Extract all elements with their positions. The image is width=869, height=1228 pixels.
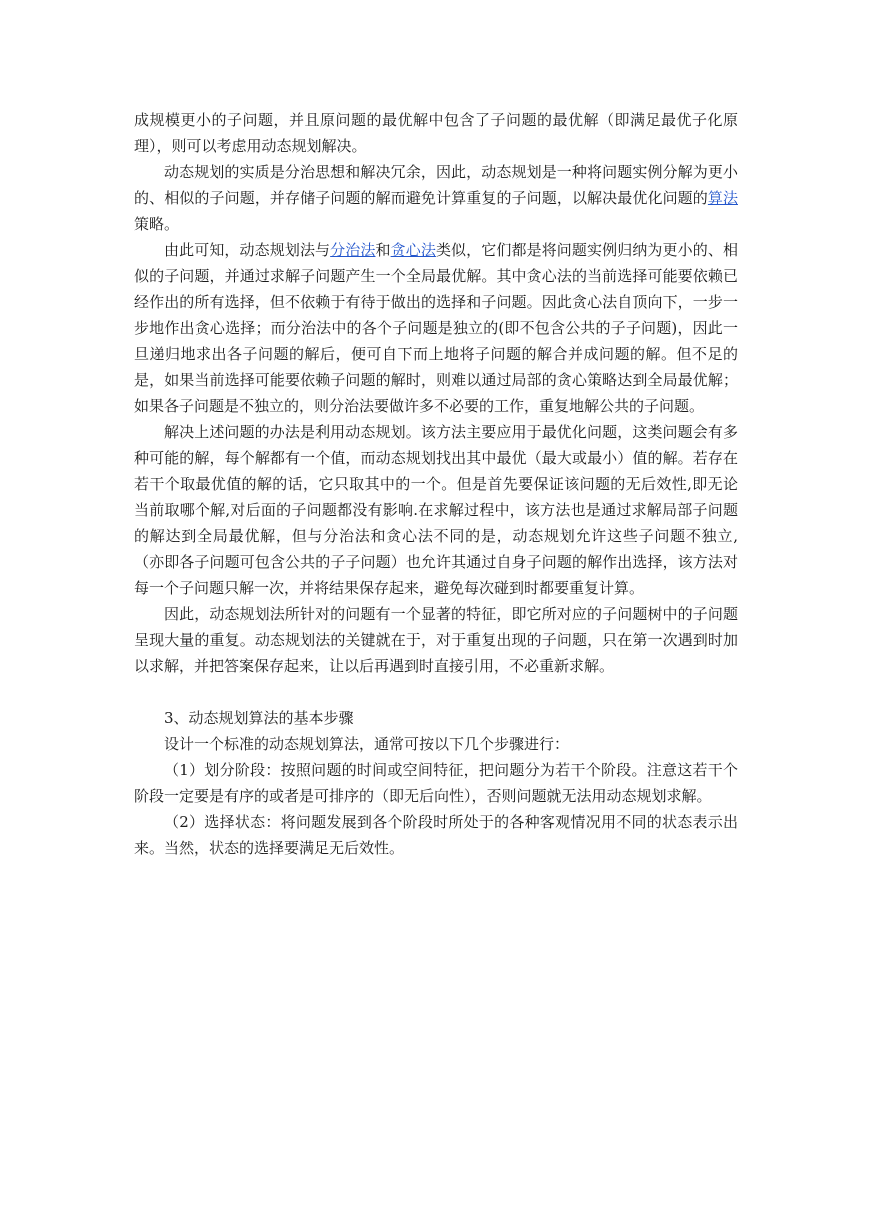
step-2: （2）选择状态：将问题发展到各个阶段时所处于的各种客观情况用不同的状态表示出来。当然，状态的选择要满足无后效性。: [134, 813, 738, 857]
text-segment: 策略。: [134, 215, 180, 233]
step-1: （1）划分阶段：按照问题的时间或空间特征，把问题分为若干个阶段。注意这若干个阶段一定要是有序的或者是可排序的（即无后向性），否则问题就无法用动态规划求解。: [134, 761, 738, 805]
divide-conquer-link[interactable]: 分治法: [330, 241, 376, 259]
text-segment: 由此可知，动态规划法与: [164, 241, 331, 259]
algorithm-link[interactable]: 算法: [707, 189, 738, 207]
section-spacer: [134, 679, 738, 705]
paragraph-essence: [134, 159, 738, 237]
text-segment: 类似，它们都是将问题实例归纳为更小的、相似的子问题，并通过求解子问题产生一个全局最优解。其中贪心法的当前选择可能要依赖已经作出的所有选择，但不依赖于有待于做出的选择和子问题。因此贪心法自顶向下，一步一步地作出贪心选择；而分治法中的各个子问题是独立的(即不包含公共的子子问题)，因此一旦递归地求出各子问题的解后，便可自下而上地将子问题的解合并成问题的解。但不足的是，如果当前选择可能要依赖子问题的解时，则难以通过局部的贪心策略达到全局最优解；如果各子问题是不独立的，则分治法要做许多不必要的工作，重复地解公共的子问题。: [134, 241, 738, 415]
paragraph-solution: 解决上述问题的办法是利用动态规划。该方法主要应用于最优化问题，这类问题会有多种可能的解，每个解都有一个值，而动态规划找出其中最优（最大或最小）值的解。若存在若干个取最优值的解的话，它只取其中的一个。但是首先要保证该问题的无后效性,即无论当前取哪个解,对后面的子问题都没有影响.在求解过程中，该方法也是通过求解局部子问题的解达到全局最优解，但与分治法和贪心法不同的是，动态规划允许这些子问题不独立,（亦即各子问题可包含公共的子子问题）也允许其通过自身子问题的解作出选择，该方法对每一个子问题只解一次，并将结果保存起来，避免每次碰到时都要重复计算。: [134, 423, 738, 597]
document-body: [134, 107, 738, 861]
paragraph-continuation: 成规模更小的子问题，并且原问题的最优解中包含了子问题的最优解（即满足最优子化原理），则可以考虑用动态规划解决。: [134, 111, 738, 155]
text-segment: 和: [375, 241, 391, 259]
paragraph-comparison: [134, 237, 738, 419]
greedy-link[interactable]: 贪心法: [390, 241, 436, 259]
paragraph-feature: 因此，动态规划法所针对的问题有一个显著的特征，即它所对应的子问题树中的子问题呈现大量的重复。动态规划法的关键就在于，对于重复出现的子问题，只在第一次遇到时加以求解，并把答案保存起来，让以后再遇到时直接引用，不必重新求解。: [134, 605, 738, 675]
paragraph-steps-intro: 设计一个标准的动态规划算法，通常可按以下几个步骤进行：: [164, 735, 570, 753]
text-segment: 动态规划的实质是分治思想和解决冗余，因此，动态规划是一种将问题实例分解为更小的、相似的子问题，并存储子问题的解而避免计算重复的子问题，以解决最优化问题的: [134, 163, 738, 207]
section-heading: 3、动态规划算法的基本步骤: [164, 709, 354, 727]
